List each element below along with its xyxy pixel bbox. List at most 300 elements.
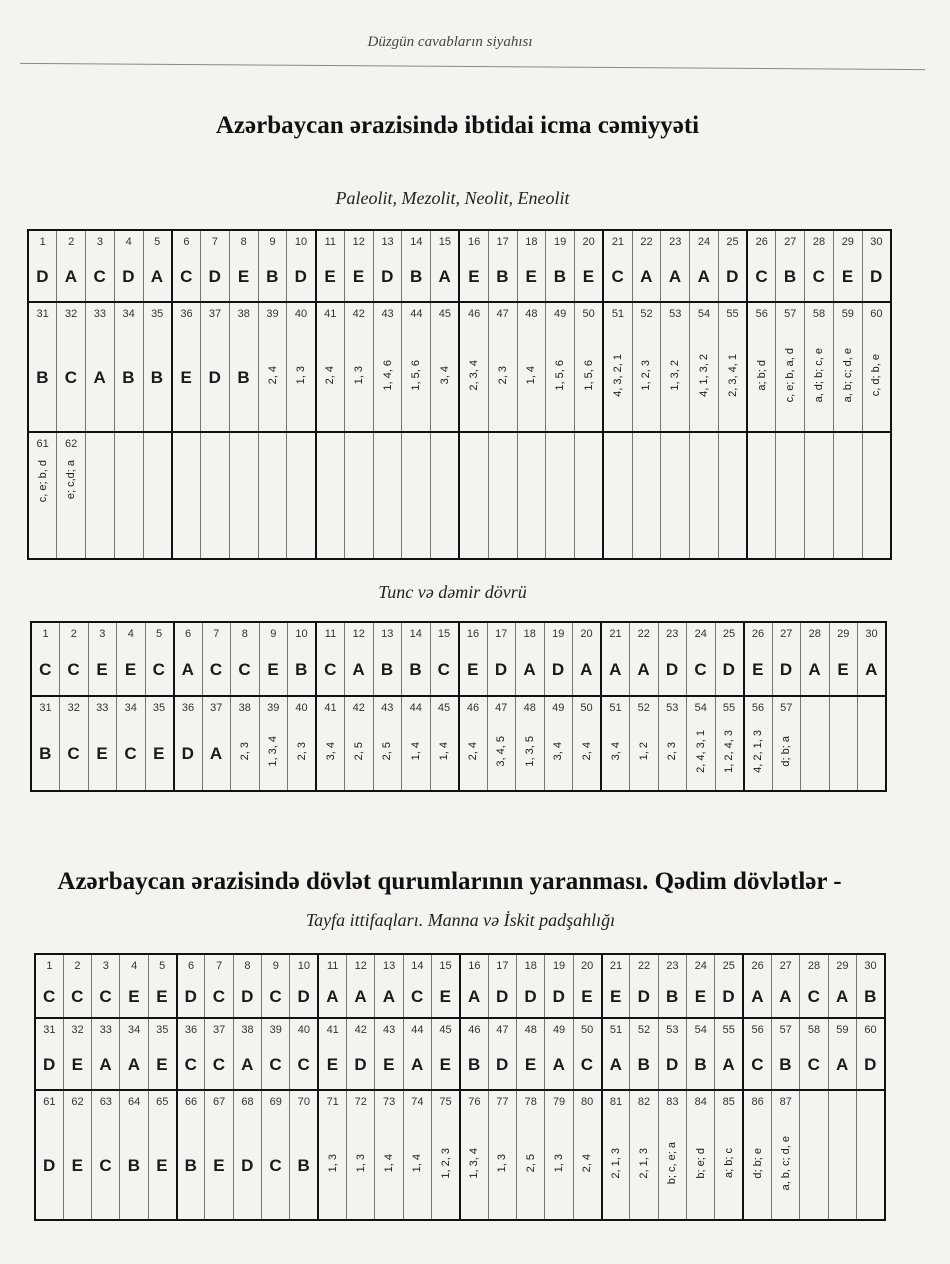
answer-text: 1, 3 — [352, 365, 365, 385]
answer-cell — [517, 324, 546, 432]
question-number: 54 — [687, 696, 716, 718]
answer-cell: A — [345, 644, 374, 696]
answer-cell: A — [233, 1040, 261, 1090]
answer-cell — [229, 454, 258, 559]
answer-cell: C — [316, 644, 345, 696]
answer-cell: B — [460, 1040, 488, 1090]
answer-cell — [776, 324, 805, 432]
question-number: 35 — [145, 696, 174, 718]
answer-text: 3, 4 — [324, 742, 337, 761]
answer-cell: A — [460, 976, 488, 1018]
question-number — [829, 696, 858, 718]
answer-cell: D — [233, 1112, 261, 1220]
question-number: 18 — [517, 954, 545, 976]
question-number: 70 — [290, 1090, 318, 1112]
subtitle-tayfa: Tayfa ittifaqları. Manna və İskit padşahlığı — [305, 910, 616, 930]
answer-cell — [801, 718, 830, 791]
question-number: 24 — [687, 954, 715, 976]
question-number: 60 — [862, 302, 891, 324]
answer-cell: D — [715, 644, 744, 696]
answer-cell: E — [172, 324, 201, 432]
answer-cell: E — [205, 1112, 233, 1220]
answer-cell: A — [715, 1040, 743, 1090]
question-number: 26 — [743, 954, 771, 976]
answer-cell: B — [373, 644, 402, 696]
question-number: 38 — [233, 1018, 261, 1040]
answer-text: 4, 1, 3, 2 — [697, 353, 710, 397]
answer-text: 2, 5 — [352, 742, 365, 761]
answer-cell: E — [517, 1040, 545, 1090]
answer-cell: C — [117, 718, 146, 791]
answer-cell: E — [459, 644, 488, 696]
question-number: 11 — [316, 622, 345, 644]
answer-cell: D — [287, 252, 316, 302]
answer-cell: A — [601, 644, 630, 696]
answer-cell: C — [262, 1112, 290, 1220]
answer-cell: B — [143, 324, 172, 432]
answer-cell — [373, 324, 402, 432]
answer-text: 1, 3, 4 — [468, 1147, 481, 1179]
answer-cell: A — [828, 1040, 856, 1090]
question-number: 45 — [431, 302, 460, 324]
answer-cell: E — [63, 1112, 91, 1220]
answer-cell — [318, 1112, 346, 1220]
answer-cell: A — [743, 976, 771, 1018]
answer-text: e; c,d; a — [65, 460, 78, 500]
question-number — [747, 432, 776, 454]
answer-cell: A — [92, 1040, 120, 1090]
answer-text: 1, 5, 6 — [554, 359, 567, 391]
answer-cell — [347, 1112, 375, 1220]
answer-cell: C — [92, 976, 120, 1018]
answer-text: c, d; b, e — [870, 353, 883, 397]
question-number: 15 — [430, 622, 459, 644]
question-number: 15 — [432, 954, 460, 976]
answer-cell: B — [546, 252, 575, 302]
answer-cell: A — [143, 252, 172, 302]
answer-cell: B — [28, 324, 57, 432]
answer-cell — [460, 1112, 488, 1220]
question-number — [858, 696, 887, 718]
question-number: 4 — [120, 954, 148, 976]
question-number: 36 — [177, 1018, 205, 1040]
answer-cell — [431, 454, 460, 559]
answer-cell: E — [517, 252, 546, 302]
question-number: 23 — [661, 230, 690, 252]
question-number: 12 — [347, 954, 375, 976]
answer-cell: C — [31, 644, 60, 696]
question-number: 60 — [857, 1018, 885, 1040]
answer-cell — [602, 1112, 630, 1220]
answer-cell — [603, 454, 632, 559]
answer-cell — [517, 454, 546, 559]
question-number: 58 — [805, 302, 834, 324]
answer-cell: D — [487, 644, 516, 696]
question-number: 84 — [687, 1090, 715, 1112]
answer-cell: A — [57, 252, 86, 302]
question-number — [718, 432, 747, 454]
question-number: 29 — [828, 954, 856, 976]
question-number: 1 — [35, 954, 63, 976]
answer-cell — [630, 1112, 658, 1220]
question-number: 25 — [715, 954, 743, 976]
answer-cell: A — [858, 644, 887, 696]
answer-cell — [373, 454, 402, 559]
answer-cell — [776, 454, 805, 559]
answer-cell: A — [403, 1040, 431, 1090]
answer-cell — [573, 718, 602, 791]
answer-cell: B — [776, 252, 805, 302]
answer-cell — [488, 454, 517, 559]
answer-text: 1, 3, 2 — [669, 359, 682, 391]
answer-cell: D — [28, 252, 57, 302]
question-number: 27 — [772, 954, 800, 976]
answer-cell: C — [86, 252, 115, 302]
question-number: 77 — [488, 1090, 516, 1112]
answer-text: b; e; d — [694, 1147, 707, 1179]
answer-cell — [487, 718, 516, 791]
question-number: 87 — [772, 1090, 800, 1112]
question-number: 48 — [517, 302, 546, 324]
section-title-1: Azərbaycan ərazisində ibtidai icma cəmiyyəti — [215, 112, 700, 139]
question-number: 20 — [573, 954, 601, 976]
question-number: 34 — [120, 1018, 148, 1040]
question-number: 20 — [573, 622, 602, 644]
question-number: 9 — [258, 230, 287, 252]
answer-cell: A — [772, 976, 800, 1018]
answer-cell: C — [805, 252, 834, 302]
question-number — [801, 696, 830, 718]
answer-cell: A — [516, 644, 545, 696]
answer-cell — [288, 718, 317, 791]
answer-cell: B — [772, 1040, 800, 1090]
question-number: 7 — [205, 954, 233, 976]
question-number: 47 — [488, 1018, 516, 1040]
subtitle-tunc: Tunc və dəmir dövrü — [378, 582, 527, 602]
answer-cell — [603, 324, 632, 432]
question-number — [431, 432, 460, 454]
answer-text: 2, 3 — [295, 742, 308, 761]
answer-cell: E — [148, 976, 176, 1018]
question-number — [546, 432, 575, 454]
answer-cell: E — [148, 1112, 176, 1220]
answer-cell: A — [661, 252, 690, 302]
answer-cell: C — [35, 976, 63, 1018]
answer-cell: D — [545, 976, 573, 1018]
question-number: 38 — [229, 302, 258, 324]
question-number — [402, 432, 431, 454]
question-number: 14 — [403, 954, 431, 976]
question-number — [373, 432, 402, 454]
question-number: 76 — [460, 1090, 488, 1112]
answer-cell — [143, 454, 172, 559]
question-number: 23 — [658, 954, 686, 976]
question-number: 63 — [92, 1090, 120, 1112]
answer-cell: C — [262, 1040, 290, 1090]
question-number: 44 — [403, 1018, 431, 1040]
answer-cell — [601, 718, 630, 791]
answer-cell: B — [290, 1112, 318, 1220]
question-number: 4 — [114, 230, 143, 252]
answer-cell — [344, 324, 373, 432]
question-number: 85 — [715, 1090, 743, 1112]
answer-cell: D — [35, 1040, 63, 1090]
question-number: 36 — [174, 696, 203, 718]
question-number: 1 — [28, 230, 57, 252]
answer-text: 1, 3 — [326, 1153, 339, 1173]
answer-text: a; b; c — [722, 1148, 735, 1178]
answer-cell: A — [828, 976, 856, 1018]
question-number: 21 — [603, 230, 632, 252]
answer-cell: A — [573, 644, 602, 696]
answer-cell: C — [403, 976, 431, 1018]
question-number: 55 — [718, 302, 747, 324]
answer-text: 2, 4 — [581, 1153, 594, 1173]
question-number: 69 — [262, 1090, 290, 1112]
question-number: 57 — [772, 1018, 800, 1040]
answer-cell: B — [630, 1040, 658, 1090]
answer-text: c, e; b, d — [36, 460, 49, 503]
answer-cell: C — [573, 1040, 601, 1090]
question-number — [143, 432, 172, 454]
question-number: 16 — [460, 954, 488, 976]
answer-cell: B — [177, 1112, 205, 1220]
answer-cell — [259, 718, 288, 791]
question-number: 39 — [259, 696, 288, 718]
answer-cell: A — [431, 252, 460, 302]
answer-cell: A — [347, 976, 375, 1018]
question-number: 8 — [233, 954, 261, 976]
answer-cell: C — [172, 252, 201, 302]
answer-cell — [258, 454, 287, 559]
answer-cell: C — [202, 644, 231, 696]
answer-cell: A — [375, 976, 403, 1018]
answer-cell — [632, 324, 661, 432]
question-number: 6 — [174, 622, 203, 644]
answer-cell — [57, 454, 86, 559]
answer-cell: D — [233, 976, 261, 1018]
answer-cell: A — [120, 1040, 148, 1090]
answer-cell — [575, 454, 604, 559]
answer-cell: C — [57, 324, 86, 432]
question-number: 24 — [690, 230, 719, 252]
question-number: 2 — [57, 230, 86, 252]
answer-cell: A — [174, 644, 203, 696]
answer-cell — [459, 718, 488, 791]
answer-cell: E — [375, 1040, 403, 1090]
answer-cell — [546, 454, 575, 559]
answer-cell: D — [488, 976, 516, 1018]
answer-cell — [488, 324, 517, 432]
question-number: 50 — [573, 1018, 601, 1040]
answer-text: 2, 5 — [524, 1153, 537, 1173]
answer-text: 1, 4 — [411, 1153, 424, 1173]
question-number: 4 — [117, 622, 146, 644]
question-number: 48 — [516, 696, 545, 718]
question-number: 29 — [829, 622, 858, 644]
question-number: 37 — [205, 1018, 233, 1040]
question-number: 50 — [573, 696, 602, 718]
question-number: 43 — [373, 696, 402, 718]
question-number — [828, 1090, 856, 1112]
question-number: 10 — [287, 230, 316, 252]
question-number: 50 — [575, 302, 604, 324]
question-number: 40 — [288, 696, 317, 718]
question-number: 19 — [545, 954, 573, 976]
answer-cell: B — [857, 976, 885, 1018]
answer-cell — [432, 1112, 460, 1220]
answer-cell: C — [92, 1112, 120, 1220]
question-number: 39 — [262, 1018, 290, 1040]
answer-cell: D — [544, 644, 573, 696]
question-number: 16 — [459, 230, 488, 252]
question-number: 10 — [290, 954, 318, 976]
question-number — [316, 432, 345, 454]
answer-cell: E — [459, 252, 488, 302]
question-number: 36 — [172, 302, 201, 324]
answer-text: 2, 4 — [324, 365, 337, 385]
answer-cell: A — [602, 1040, 630, 1090]
question-number: 20 — [575, 230, 604, 252]
answer-cell — [630, 718, 659, 791]
question-number: 55 — [715, 696, 744, 718]
question-number: 52 — [632, 302, 661, 324]
question-number: 57 — [776, 302, 805, 324]
answer-text: 1, 3, 5 — [523, 736, 536, 767]
answer-cell — [287, 324, 316, 432]
question-number: 3 — [86, 230, 115, 252]
question-number — [833, 432, 862, 454]
question-number: 39 — [258, 302, 287, 324]
answer-table-tunc — [30, 621, 887, 792]
answer-cell: C — [290, 1040, 318, 1090]
answer-cell: A — [202, 718, 231, 791]
answer-cell — [345, 718, 374, 791]
answer-cell: E — [148, 1040, 176, 1090]
answer-cell: E — [687, 976, 715, 1018]
answer-cell: E — [229, 252, 258, 302]
question-number: 13 — [375, 954, 403, 976]
answer-cell — [661, 454, 690, 559]
question-number: 48 — [517, 1018, 545, 1040]
question-number: 12 — [345, 622, 374, 644]
question-number — [488, 432, 517, 454]
question-number: 22 — [630, 954, 658, 976]
answer-cell — [833, 454, 862, 559]
answer-text: 1, 3 — [553, 1153, 566, 1173]
answer-text: 3, 4 — [438, 365, 451, 385]
answer-cell: E — [63, 1040, 91, 1090]
answer-text: 1, 2, 3 — [640, 359, 653, 391]
question-number: 66 — [177, 1090, 205, 1112]
question-number: 40 — [290, 1018, 318, 1040]
answer-cell: E — [117, 644, 146, 696]
answer-cell: E — [120, 976, 148, 1018]
question-number: 45 — [432, 1018, 460, 1040]
question-number: 59 — [833, 302, 862, 324]
question-number — [201, 432, 230, 454]
question-number: 52 — [630, 1018, 658, 1040]
answer-cell — [690, 454, 719, 559]
answer-cell — [516, 718, 545, 791]
question-number: 38 — [231, 696, 260, 718]
header-rule — [20, 63, 925, 70]
answer-cell: C — [145, 644, 174, 696]
answer-text: 1, 5, 6 — [582, 359, 595, 391]
answer-cell — [86, 454, 115, 559]
answer-cell — [488, 1112, 516, 1220]
answer-cell — [544, 718, 573, 791]
question-number — [459, 432, 488, 454]
answer-cell — [430, 718, 459, 791]
question-number: 24 — [687, 622, 716, 644]
question-number: 42 — [344, 302, 373, 324]
question-number: 14 — [402, 230, 431, 252]
answer-cell — [201, 454, 230, 559]
answer-cell — [316, 454, 345, 559]
answer-cell: C — [262, 976, 290, 1018]
answer-text: 3, 4 — [609, 742, 622, 761]
question-number: 10 — [288, 622, 317, 644]
question-number: 71 — [318, 1090, 346, 1112]
answer-cell — [546, 324, 575, 432]
question-number: 11 — [318, 954, 346, 976]
question-number — [114, 432, 143, 454]
answer-cell: E — [829, 644, 858, 696]
question-number: 57 — [772, 696, 801, 718]
question-number: 25 — [718, 230, 747, 252]
question-number — [690, 432, 719, 454]
answer-cell: B — [258, 252, 287, 302]
answer-cell: D — [658, 1040, 686, 1090]
question-number: 33 — [86, 302, 115, 324]
question-number: 32 — [60, 696, 89, 718]
question-number: 65 — [148, 1090, 176, 1112]
answer-cell: C — [177, 1040, 205, 1090]
answer-cell: C — [60, 718, 89, 791]
question-number — [857, 1090, 885, 1112]
answer-text: c, e; b, a, d — [784, 347, 797, 403]
answer-cell — [800, 1112, 828, 1220]
answer-cell: E — [145, 718, 174, 791]
answer-cell: E — [573, 976, 601, 1018]
answer-cell: E — [602, 976, 630, 1018]
question-number — [575, 432, 604, 454]
question-number: 79 — [545, 1090, 573, 1112]
answer-cell — [715, 718, 744, 791]
answer-text: 1, 4, 6 — [381, 359, 394, 391]
answer-cell — [28, 454, 57, 559]
answer-cell — [687, 718, 716, 791]
answer-cell — [828, 1112, 856, 1220]
answer-cell — [715, 1112, 743, 1220]
answer-text: 1, 4 — [525, 365, 538, 385]
answer-cell — [805, 324, 834, 432]
question-number: 6 — [172, 230, 201, 252]
question-number: 15 — [431, 230, 460, 252]
question-number: 62 — [63, 1090, 91, 1112]
answer-cell — [403, 1112, 431, 1220]
answer-cell — [459, 324, 488, 432]
question-number: 54 — [690, 302, 719, 324]
answer-cell — [231, 718, 260, 791]
answer-cell — [431, 324, 460, 432]
question-number: 7 — [202, 622, 231, 644]
answer-cell — [747, 324, 776, 432]
answer-cell — [857, 1112, 885, 1220]
answer-cell — [575, 324, 604, 432]
answer-cell: C — [800, 1040, 828, 1090]
